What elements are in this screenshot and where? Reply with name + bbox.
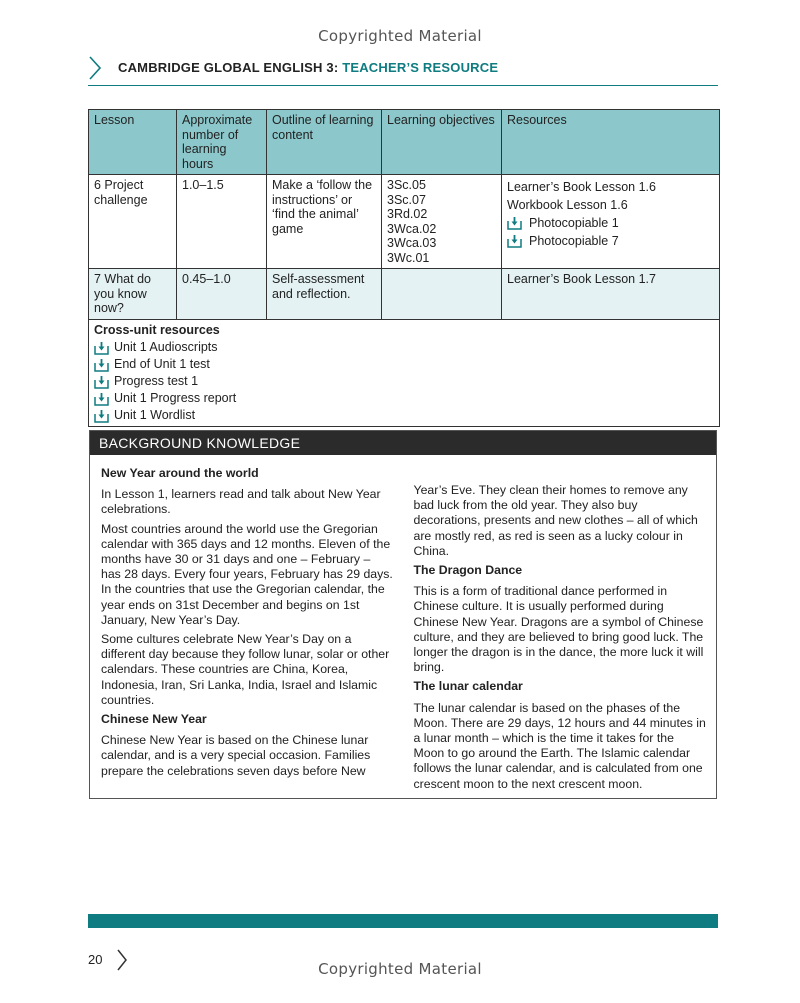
objective-code: 3Sc.05 [387, 178, 426, 192]
download-resource-item[interactable] [94, 407, 714, 424]
right-column [414, 466, 707, 796]
paragraph: Most countries around the world use the Gregorian calendar with 365 days and 12 months. Eleven of the months have 30 or 31 days and one – February – has 28 days. Every four years, February has 29 days. In the countries that use the Gregorian calendar, the year ends on 31st December and begins on 1st January, New Year’s Day. [101, 521, 393, 627]
download-icon [94, 375, 109, 389]
objective-code: 3Rd.02 [387, 207, 428, 221]
download-icon [507, 234, 522, 248]
col-header-objectives: Learning objectives [382, 110, 502, 175]
cell-lesson: 7 What do you know now? [89, 269, 177, 320]
running-header [88, 55, 718, 86]
cross-unit-label: Unit 1 Progress report [114, 391, 237, 406]
paragraph: Year’s Eve. They clean their homes to remove any bad luck from the old year. They also buy decorations, presents and new clothes – all of which are mostly red, as red is seen as a lucky colour in China. [413, 483, 698, 558]
header-title-accent: TEACHER’S RESOURCE [342, 60, 499, 75]
paragraph: Some cultures celebrate New Year’s Day on a different day because they follow lunar, solar or other calendars. These countries are China, Korea, Indonesia, Iran, Sri Lanka, India, Israel and Islamic countries. [101, 632, 390, 707]
download-icon [507, 216, 522, 230]
cross-unit-title: Cross-unit resources [94, 322, 220, 337]
download-resource-item[interactable] [507, 214, 714, 232]
download-icon [94, 409, 109, 423]
chevron-right-icon [88, 55, 102, 81]
paragraph: Chinese New Year is based on the Chinese lunar calendar, and is a very special occasion. Families prepare the celebrations seven days before New [101, 733, 371, 778]
cross-unit-cell [89, 319, 720, 427]
footer-bar [88, 914, 718, 928]
page-number: 20 [88, 952, 103, 967]
section-title: The Dragon Dance [413, 563, 523, 578]
objective-code: 3Wc.01 [387, 250, 430, 265]
download-resource-item[interactable] [507, 232, 714, 250]
header-title-prefix: CAMBRIDGE GLOBAL ENGLISH 3: [118, 60, 343, 75]
objective-code: 3Wca.03 [387, 236, 437, 250]
watermark-bottom: Copyrighted Material [318, 960, 482, 978]
col-header-resources: Resources [502, 110, 720, 175]
background-knowledge-columns [101, 466, 706, 796]
download-resource-item[interactable] [94, 339, 714, 356]
table-header-row [89, 110, 720, 175]
lesson-table [88, 109, 720, 427]
download-icon [94, 392, 109, 406]
cross-unit-label: Unit 1 Audioscripts [114, 340, 218, 355]
background-knowledge-box [89, 430, 717, 799]
section-title: The lunar calendar [413, 679, 523, 694]
paragraph: This is a form of traditional dance performed in Chinese culture. It is usually performed during Chinese New Year. Dragons are a symbol of Chinese culture, and they are believed to bring good luck. The longer the dragon is in the dance, the more luck it will bring. [413, 584, 704, 675]
cell-objectives [382, 269, 502, 320]
download-icon [94, 358, 109, 372]
cross-unit-row [89, 319, 720, 427]
cell-outline: Make a ‘follow the instructions’ or ‘find the animal’ game [267, 175, 382, 269]
paragraph: In Lesson 1, learners read and talk about New Year celebrations. [101, 487, 381, 517]
cell-outline: Self-assessment and reflection. [267, 269, 382, 320]
paragraph: The lunar calendar is based on the phases of the Moon. There are 29 days, 12 hours and 44 minutes in a lunar month – which is the time it takes for the Moon to go around the Earth. The Islamic calendar follows the lunar calendar, and is calculated from one crescent moon to the next crescent moon. [413, 700, 706, 791]
table-row [89, 269, 720, 320]
cell-hours: 0.45–1.0 [177, 269, 267, 320]
section-title: New Year around the world [101, 466, 259, 480]
left-column [101, 466, 394, 796]
resource-item: Workbook Lesson 1.6 [507, 197, 628, 212]
col-header-outline: Outline of learning content [267, 110, 382, 175]
cross-unit-label: Progress test 1 [114, 374, 199, 389]
cell-resources [502, 269, 720, 320]
cross-unit-label: Unit 1 Wordlist [114, 408, 196, 423]
watermark-top: Copyrighted Material [318, 27, 482, 45]
download-icon [94, 341, 109, 355]
table-row [89, 175, 720, 269]
resource-item: Learner’s Book Lesson 1.6 [507, 179, 656, 194]
cell-resources [502, 175, 720, 269]
download-resource-item[interactable] [94, 356, 714, 373]
cell-objectives [382, 175, 502, 269]
col-header-hours: Approximate number of learning hours [177, 110, 267, 175]
objective-code: 3Wca.02 [387, 221, 437, 236]
cross-unit-label: End of Unit 1 test [114, 357, 210, 372]
col-header-lesson: Lesson [89, 110, 177, 175]
resource-label: Photocopiable 1 [529, 215, 619, 230]
header-title [118, 60, 498, 75]
section-title: Chinese New Year [101, 712, 207, 727]
cell-lesson: 6 Project challenge [89, 175, 177, 269]
background-knowledge-heading: BACKGROUND KNOWLEDGE [90, 431, 716, 455]
objective-code: 3Sc.07 [387, 192, 426, 207]
cell-hours: 1.0–1.5 [177, 175, 267, 269]
download-resource-item[interactable] [94, 390, 714, 407]
download-resource-item[interactable] [94, 373, 714, 390]
resource-item: Learner’s Book Lesson 1.7 [507, 272, 656, 286]
resource-label: Photocopiable 7 [529, 233, 619, 248]
